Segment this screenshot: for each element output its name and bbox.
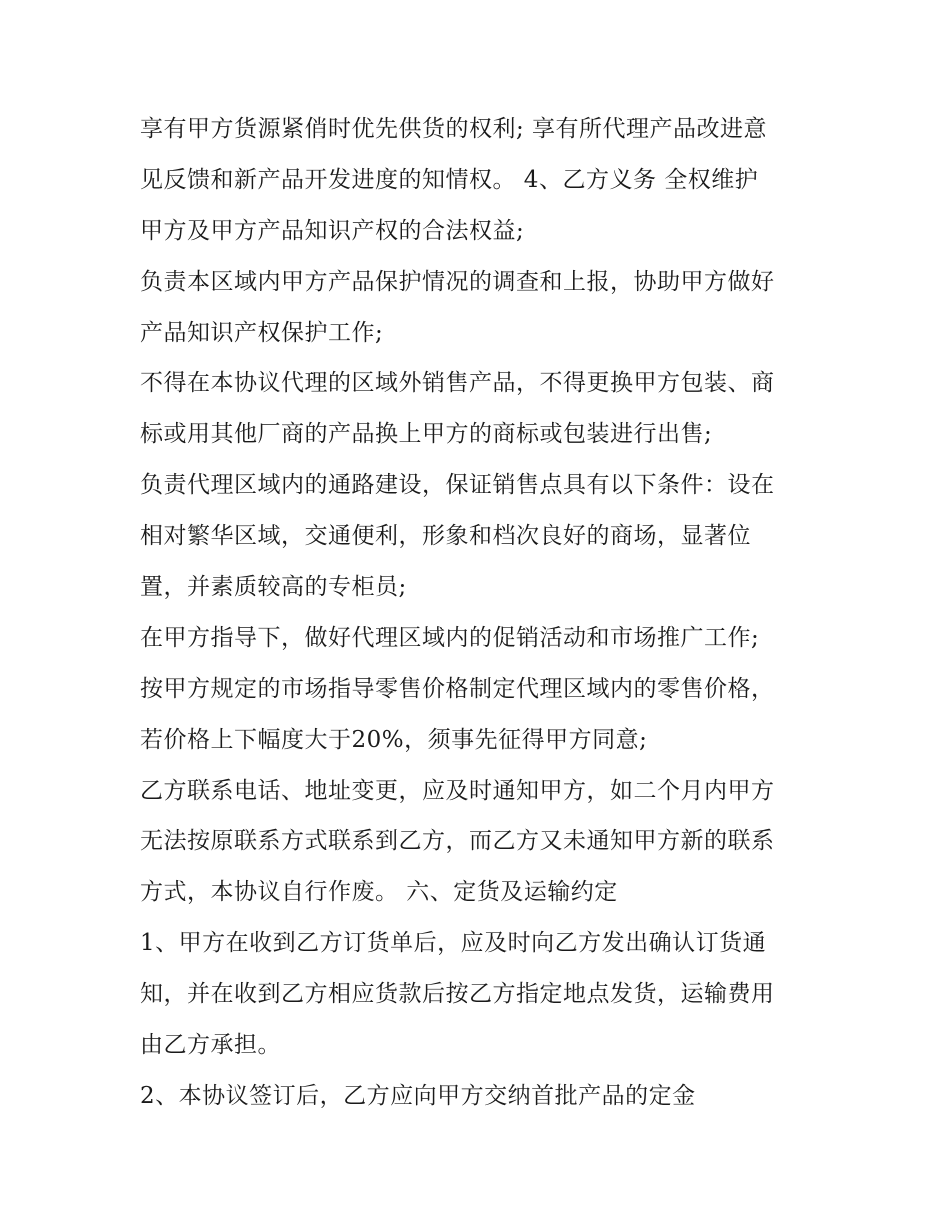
text-line: 乙方联系电话、地址变更，应及时通知甲方，如二个月内甲方	[140, 777, 775, 804]
text-line: 知，并在收到乙方相应货款后按乙方指定地点发货，运输费用	[140, 981, 775, 1008]
text-line: 无法按原联系方式联系到乙方，而乙方又未通知甲方新的联系	[140, 828, 775, 855]
text-line: 相对繁华区域，交通便利，形象和档次良好的商场，显著位	[140, 523, 751, 550]
text-line: 负责本区域内甲方产品保护情况的调查和上报，协助甲方做好	[140, 268, 775, 295]
document-body	[140, 104, 820, 1122]
text-line: 若价格上下幅度大于20%，须事先征得甲方同意;	[140, 726, 648, 753]
text-line: 产品知识产权保护工作;	[140, 319, 384, 346]
text-line: 享有甲方货源紧俏时优先供货的权利; 享有所代理产品改进意	[140, 116, 768, 142]
text-line: 标或用其他厂商的产品换上甲方的商标或包装进行出售;	[140, 421, 713, 448]
text-line: 甲方及甲方产品知识产权的合法权益;	[140, 217, 525, 244]
text-line: 不得在本协议代理的区域外销售产品，不得更换甲方包装、商	[140, 370, 775, 397]
text-line: 1、甲方在收到乙方订货单后，应及时向乙方发出确认订货通	[140, 930, 767, 957]
text-line: 方式，本协议自行作废。 六、定货及运输约定	[140, 879, 618, 906]
text-line: 负责代理区域内的通路建设，保证销售点具有以下条件：设在	[140, 472, 775, 499]
text-line: 置，并素质较高的专柜员;	[140, 574, 407, 601]
text-line: 按甲方规定的市场指导零售价格制定代理区域内的零售价格，	[140, 675, 775, 702]
text-line: 在甲方指导下，做好代理区域内的促销活动和市场推广工作;	[140, 624, 760, 651]
text-line: 2、本协议签订后，乙方应向甲方交纳首批产品的定金	[140, 1082, 696, 1109]
text-line: 见反馈和新产品开发进度的知情权。 4、乙方义务 全权维护	[140, 166, 759, 193]
text-line: 由乙方承担。	[140, 1032, 281, 1059]
